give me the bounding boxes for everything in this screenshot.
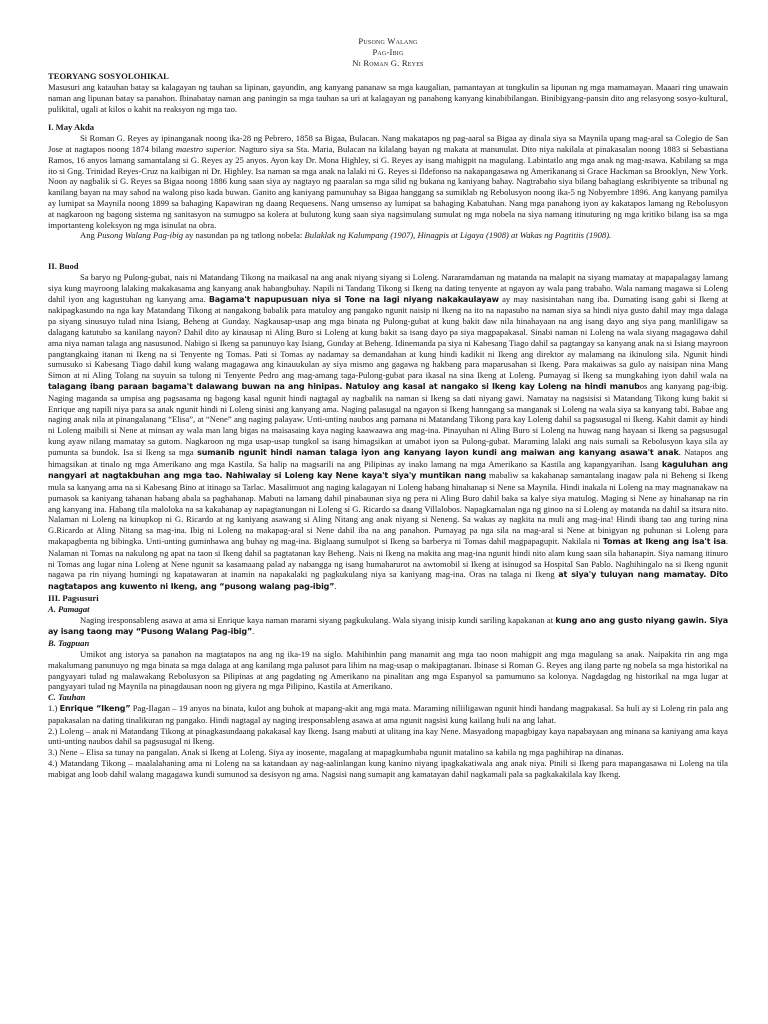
characters-subheading: C. Tauhan <box>48 692 86 703</box>
document-subtitle: Pag-Ibig <box>372 47 404 57</box>
handwritten-text: talagang ibang paraan bagama't dalawang buwan na ang hinipas. Natuloy ang kasal at nangako si Ikeng kay Loleng na hindi manub <box>48 381 640 391</box>
document-title: Pusong Walang <box>358 36 418 46</box>
setting-paragraph: Umikot ang istorya sa panahon na magtatapos na ang ng ika-19 na siglo. Mahihinhin pang manamit ang mga tao noon mahigpit ang mga magulang sa anak. Naipakita rin ang mga makalumang panunuyo ng mga binata sa mga dalaga at ang kanilang mga palusot para lihim na mag-usap o makipagtanan. Ibinase si Roman G. Reyes ang ilang parte ng nobela sa mga historikal na pangyayari tulad ng malawakang Rebolusyon sa Pilipinas at ang pagdating ng Amerikano na pinalitan ang mga Espanyol sa pamumuno sa kolonya. Nagdagdag ng historikal na mga lugar at pangyayari tulad ng Maynila na pinagdausan noon ng giyera ng mga Pilipino, Kastila at Amerikano. <box>48 649 728 692</box>
theory-heading: TEORYANG SOSYOLOHIKAL <box>48 71 169 81</box>
character-loleng: 2.) Loleng – anak ni Matandang Tikong at pinagkasundaang pakakasal kay Ikeng. Isang mabuti at ulitang ina kay Nene. Masyadong mapagbigay kaya napabayaan ang minana sa kaniyang ama kaya unti-unting naubos dahil sa pagsusugal ni Ikeng. <box>48 725 728 747</box>
title-subheading: A. Pamagat <box>48 603 90 614</box>
handwritten-text: kaguluhan ang nangyari at nagtakbuhan ang mga tao. Nahiwalay si Loleng kay Nene kaya't siya'y muntikan nang <box>48 459 728 481</box>
handwritten-text: at siya'y tuluyan nang mamatay. <box>558 570 707 580</box>
novels-paragraph: Ang Pusong Walang Pag-ibig ay nasundan pa ng tatlong nobela: Bulaklak ng Kalumpang (1907), Hinagpis at Ligaya (1908) at Wakas ng Pagtitiis (1908). <box>80 230 612 241</box>
handwritten-text: sumanib ngunit hindi naman talaga iyon ang kanyang layon kundi ang maiwan ang kanyang asawa't anak <box>197 447 679 457</box>
character-ikeng: 1.) Enrique “Ikeng” Pag-Ilagan – 19 anyos na binata, kulot ang buhok at mapang-akit ang mga mata. Maraming niliiligawan ngunit hindi handang magpakasal. Sa huli ay si Loleng rin pala ang papakasalan na dating tinalikuran ng pangako. Hindi nagtagal ay naging iresponsableng asawa at ama ngunit nagsisi kung kailang huli na ang lahat. <box>48 703 728 725</box>
handwritten-text: kung ano ang gusto niyang gawin. Siya ay isang taong may “Pusong Walang Pag-ibig” <box>48 615 728 637</box>
character-tikong: 4.) Matandang Tikong – maalalahaning ama ni Loleng na sa katandaan ay nag-aalinlangan kung kanino niyang ipagkakatiwala ang anak niya. Pinili si Ikeng para mapangasawa ni Loleng na tila mabigat ang loob dahil walang magagawa kundi sumunod sa desisyon ng ama. Nagsisi nang sumapit ang kamatayan dahil nagkamali pala sa pagkakakilala kay Ikeng. <box>48 758 728 779</box>
theory-paragraph: Masusuri ang katauhan batay sa kalagayan ng tauhan sa lipinan, gayundin, ang kanyang pananaw sa mga kaugalian, pamantayan at tungkulin sa lipunan ng mga mamamayan. Maaari ring unawain naman ang lipunan batay sa panahon. Ibinabatay naman ang paningin sa mga tauhan sa uri at kalagayan ng panahong kanyang kinabibilangan. Binibigyang-pansin dito ang relasyong sosyo-kultural, pulikital, ugali at kilos o kahit na reaksyon ng mga tao. <box>48 82 728 114</box>
summary-paragraph: Sa baryo ng Pulong-gubat, nais ni Matandang Tikong na maikasal na ang anak niyang siyang si Loleng. Nararamdaman ng matanda na malapit na siyang mamatay at mapapalagay lamang siya kung mayroong lalaking makakasama ang kanyang anak habangbuhay. Napili ni Tandang Tikong si Ikeng na dating tenyente at ngayon ay wala pang trabaho. Wala namang magawa si Loleng dahil iyon ang kagustuhan ng kanyang ama. Bagama't napupusuan niya si Tone na lagi niyang nakakaulayaw ay may nasisintahan nang iba. Dumating isang gabi si Ikeng at nakipagkasundo na nga kay Matandang Tikong at nangakong babalik para matuloy ang pangako ngunit naisip ni Ikeng na ito na napasubo na naman siya sa hindi niya gusto dahil may mga dalaga pa siyang sinusuyo tulad nina Isiang, Beheng at Gunday. Nagkausap-usap ang mga binata ng Pulong-gubat at kung bakit daw nila hinahayaan na ang isang dayo ang siya pang manliligaw sa dalagang katutubo sa kanilang nayon? Dahil dito ay kinausap ni Aling Buro si Loleng at kung bakit sa isang dayo pa siya magpapakasal. Sinabi naman ni Loleng na wala siyang magagawa dahil ama niya naman talaga ang nasusunod. Nabigo si Ikeng sa panunuyo kay Isiang, Gunday at Beheng. Idinemanda pa siya ni Kabesang Tiago dahil sa pagtangay sa kanyang anak na si Isiang mayroon pangtangkaing itanan ni Ikeng na si Tenyente ng Tomas. Pati si Tomas ay nadamay sa demandahan at kung hindi kadikit ni Ikeng ang direktor ay malamang na ikinulong sila. Ngunit hindi sumusuko si Kabesang Tiago dahil kung walang magagawa ang kinauukulan ay siya mismo ang gagawa ng hakbang para maparusahan si Ikeng. Para makaiwas sa gulo ay naisipan nina Mang Simon at ni Aling Tolang na suyuin sa tulong ni Tenyente Pedro ang mag-amang taga-Pulong-gubat para ikasal na sina Ikeng at Loleng. Pumayag si Ikeng sa mungkahing iyon dahil wala na talagang ibang paraan bagama't dalawang buwan na ang hinipas. Natuloy ang kasal at nangako si Ikeng kay Loleng na hindi manubos ang kanyang pag-ibig. Naging maganda sa umpisa ang pagsasama ng bagong kasal ngunit hindi nagtagal ay nagbalik na naman si Ikeng sa dati niyang gawi. Namatay na nagsisisi si Matandang Tikong kung bakit si Enrique ang napili niya para sa anak ngunit hindi ni Loleng sinisi ang kanyang ama. Naging palasugal na ngayon si Ikeng hanngang sa manganak si Loleng na wala siya sa kanyang tabi. Babae ang naging anak nila at pinangalanang “Elisa”, at “Nene” ang naging palayaw. Unti-unting naubos ang pamana ni Matandang Tikong para kay Loleng dahil sa pagsusugal ni Ikeng. Kahit damit ay hindi ni Loleng maibili si Nene at minsan ay wala man lang bigas na maisasaing kaya naging kaawaawa ang mag-ina. Pinayuhan ni Aling Buro si Loleng na huwag nang hayaan si Ikeng sa pagsusugal kung ayaw nilang mamatay sa gutom. Nagkaroon ng mga usap-usap tungkol sa isang himagsikan at umabot iyon sa Pulong-gubat. Maraming lalaki ang nais sumali sa Rebolusyon kaya sila ay pumunta sa bundok. Isa si Ikeng sa mga sumanib ngunit hindi naman talaga iyon ang kanyang layon kundi ang maiwan ang kanyang asawa't anak. Natapos ang himagsikan at tinalo ng mga Amerikano ang mga Kastila. Sa halip na magsarili na ang Pilipinas ay inako lamang na mga Amerikano sa Kastila ang kapangyarihan. Isang kaguluhan ang nangyari at nagtakbuhan ang mga tao. Nahiwalay si Loleng kay Nene kaya't siya'y muntikan nang mabaliw sa kakahanap samantalang inagaw pala ni Beheng si Ikeng mula sa kanyang ama na si Kabesang Bino at itinago sa Tarlac. Masalimuot ang naging kalagayan ni Loleng habang hinahanap si Nene sa Maynila. Hindi inakala ni Loleng na may magnanakaw na pumasok sa kaniyang tahanan habang abala sa paghahanap. Mabuti na lamang dahil pinabaunan siya ng pera ni Aling Buro dahil baka sa kalye siya matulog. Maging si Nene ay hinahanap na rin ang kanyang ina. Habang tila maloloka na sa kakahanap ay napagtanungan ni Loleng si G. Ricardo sa daang Villalobos. Napagkamalan nga ng ginoo na si Loleng ay matanda na dahil sa itsura nito. Nalaman ni Loleng na kinupkop ni G. Ricardo at ng kaniyang asawang si Aling Nitang ang anak niyang si Neneng. Sa wakas ay nagkita na muli ang mag-ina! Hindi ibang tao ang turing nina G.Ricardo at Aling Nitang sa mag-ina. Ibig ni Loleng na makapag-aral si Nene dahil iba na ang panahon. Pumayag pa nga sila na mag-aral si Nene at binigyan ng puhunan si Loleng para makapagbenta ng bibingka. Unti-unting guminhawa ang buhay ng mag-ina. Biglaang sumulpot si Ikeng sa barberya ni Tomas dahil magpapagupit. Nakilala ni Tomas at Ikeng ang isa't isa. Nalaman ni Tomas na nakulong ng apat na taon si Ikeng dahil sa pagtatanan kay Beheng. Nais ni Ikeng na makita ang mag-ina ngunit hindi nito alam kung saan sila hahanapin. Siya namang itinuro ni Tomas ang lugar nina Loleng at Nene ngunit sa kasamaang palad ay nabangga ng isang humaharurot na awtomobil si Ikeng at isinugod sa Hospital San Pablo. Naghihingalo na si Ikeng ngunit nagawa pa rin niyang humingi ng kapatawaran at inamin na napakalaki ng pagkukulang niya sa kaniyang mag-ina. Oras na talaga ni Ikeng at siya'y tuluyan nang mamatay. Dito nagtatapos ang kuwento ni Ikeng, ang “pusong walang pag-ibig”. <box>48 271 729 592</box>
setting-subheading: B. Tagpuan <box>48 638 90 649</box>
handwritten-text: Tomas at Ikeng ang isa't isa <box>602 537 726 547</box>
author-paragraph: Si Roman G. Reyes ay ipinanganak noong ika-28 ng Pebrero, 1858 sa Bigaa, Bulacan. Nang makatapos ng pag-aaral sa Bigaa ay dinala siya sa Maynila upang mag-aral sa Colegio de San Jose at nagtapos noong 1874 bilang maestro superior. Nagturo siya sa Sta. Maria, Bulacan na kilalang bayan ng makata at manunulat. Dito niya nakilala at pinakasalan noong 1883 si Sebastiana Ramos, 16 anyos lamang samantalang si G. Reyes ay 25 anyos. Ayon kay Dr. Mona Highley, si G. Reyes ay isang mahigpit na magulang. Labintatlo ang mga anak ng mag-asawa. Kabilang sa mga ito si Gng. Trinidad Reyes-Cruz na kaibigan ni Dr. Highley. Isa naman sa mga anak na lalaki ni G. Reyes si Ildefonso na nakapangasawa ng Amerikanang si Grace Hackman sa Brooklyn, New York. Noon ay nagbalik si G. Reyes sa Bigaa noong 1886 kung saan siya ay nagtayo ng paaralan sa mga silid ng bukana ng kaniyang bahay. Nagtrabaho siya bilang bahagiang eskribiyente sa tribunal ng kanilang bayan na may sahod na walong piso kada buwan. Ganito ang kaniyang pamunuhay sa Bigaa hanggang sa sumiklab ng Rebolusyon noong ika-5 ng Nobyembre 1896. Ang kanyang pamilya ay lumipat sa Maynila noong 1899 sa bahaging Kapawiran ng daang Requesens. Nang umsenso ay lumipat sa bahaging Kabatuhan. Nang mga panahong iyon ay kakatapos lamang ng Rebolusyon at nagkaroon ng bagong sistema ng sanitasyon na sumugpo sa kolera at bulutong kung saan siya nagsimulang sumulat ng mga nobela na siya namang itinuturing ng mga kritiko bilang isa sa mga importanteng koleksyon ng mga isinulat na obra. <box>48 133 729 230</box>
section-summary-heading: II. Buod <box>48 261 79 272</box>
character-nene: 3.) Nene – Elisa sa tunay na pangalan. Anak si Ikeng at Loleng. Siya ay inosente, magalang at mapagkumbaba ngunit matalino sa kabila ng mga paghihirap na dinanas. <box>48 747 624 758</box>
handwritten-text: Enrique “Ikeng” <box>59 704 131 714</box>
document-author: Ni Roman G. Reyes <box>352 58 424 68</box>
title-paragraph: Naging iresponsableng asawa at ama si Enrique kaya naman marami siyang pagkukulang. Wala siyang inisip kundi sariling kapakanan at kung ano ang gusto niyang gawin. Siya ay isang taong may “Pusong Walang Pag-ibig”. <box>48 614 728 637</box>
section-author-heading: I. May Akda <box>48 122 95 133</box>
handwritten-text: Dito nagtatapos ang kuwento ni Ikeng, ang “pusong walang pag-ibig” <box>48 570 728 592</box>
section-analysis-heading: III. Pagsusuri <box>48 593 99 604</box>
handwritten-text: Bagama't napupusuan niya si Tone na lagi niyang nakakaulayaw <box>208 294 499 304</box>
